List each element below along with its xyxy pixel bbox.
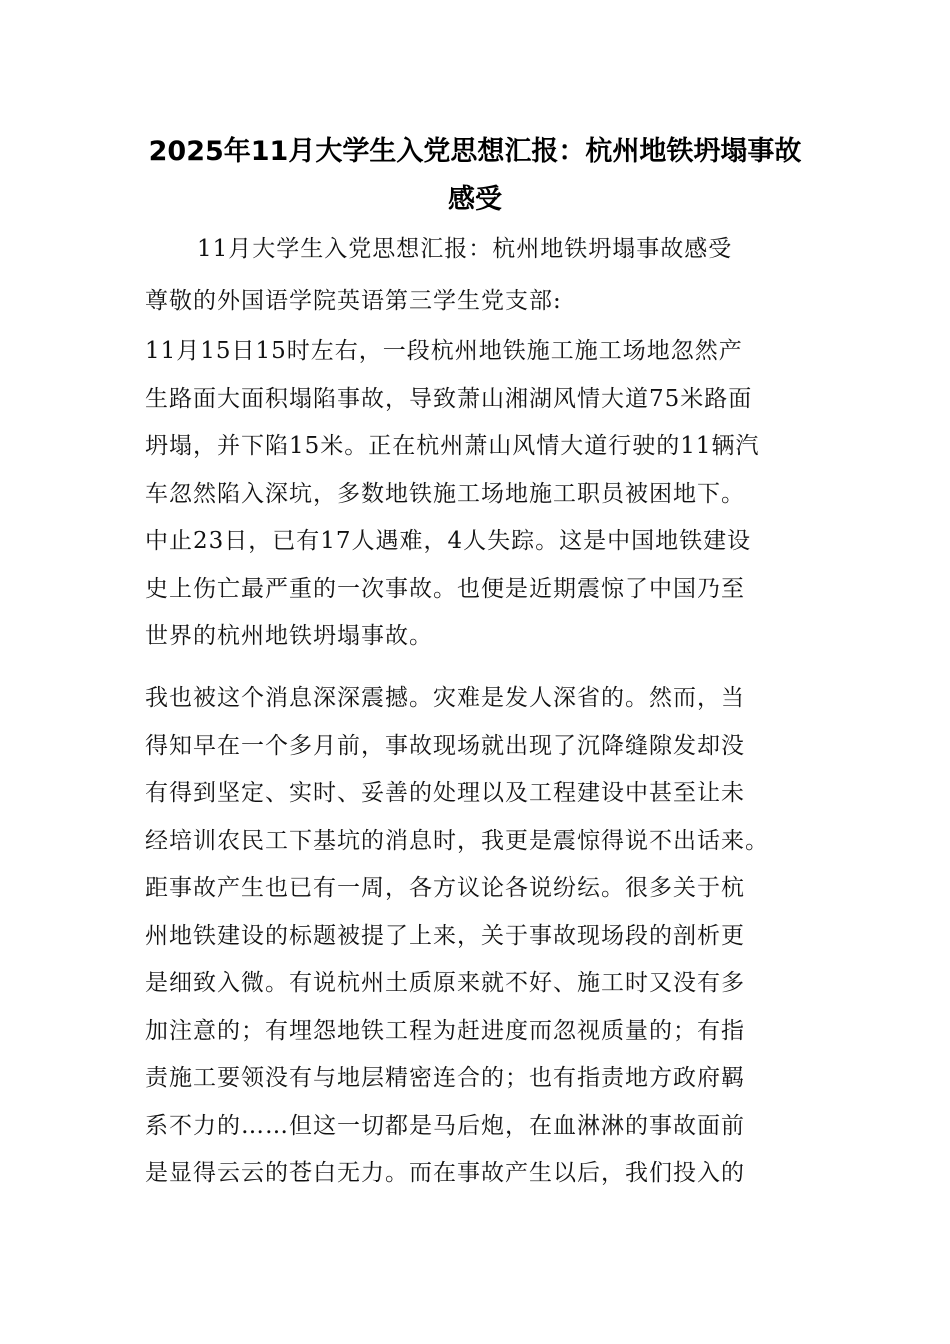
paragraph-line: 车忽然陷入深坑，多数地铁施工场地施工职员被困地下。 <box>145 480 745 507</box>
paragraph-line: 州地铁建设的标题被提了上来，关于事故现场段的剖析更 <box>145 922 745 949</box>
paragraph-line: 距事故产生也已有一周，各方议论各说纷纭。很多关于杭 <box>145 875 745 901</box>
paragraph-line: 11月15日15时左右，一段杭州地铁施工施工场地忽然产 <box>145 338 743 364</box>
paragraph-line: 坍塌，并下陷15米。正在杭州萧山风情大道行驶的11辆汽 <box>145 433 760 459</box>
paragraph-line: 中止23日，已有17人遇难，4人失踪。这是中国地铁建设 <box>145 528 752 554</box>
paragraph-line: 是细致入微。有说杭州土质原来就不好、施工时又没有多 <box>145 970 745 996</box>
document-title: 2025年11月大学生入党思想汇报：杭州地铁坍塌事故感受 <box>148 136 802 215</box>
paragraph <box>145 328 805 661</box>
paragraph-line: 世界的杭州地铁坍塌事故。 <box>145 623 433 649</box>
paragraph-line: 史上伤亡最严重的一次事故。也便是近期震惊了中国乃至 <box>145 575 745 602</box>
paragraph-line: 得知早在一个多月前，事故现场就出现了沉降缝隙发却没 <box>145 732 745 759</box>
salutation: 尊敬的外国语学院英语第三学生党支部: <box>145 288 562 314</box>
paragraph <box>145 675 805 1198</box>
paragraph-line: 生路面大面积塌陷事故，导致萧山湘湖风情大道75米路面 <box>145 385 753 412</box>
paragraph-line: 有得到坚定、实时、妥善的处理以及工程建设中甚至让未 <box>145 780 745 806</box>
paragraph-line: 系不力的……但这一切都是马后炮，在血淋淋的事故面前 <box>145 1112 745 1139</box>
paragraph-line: 我也被这个消息深深震撼。灾难是发人深省的。然而，当 <box>145 685 745 711</box>
document-subtitle: 11月大学生入党思想汇报：杭州地铁坍塌事故感受 <box>197 236 733 262</box>
paragraph-line: 加注意的；有埋怨地铁工程为赶进度而忽视质量的；有指 <box>145 1017 745 1044</box>
paragraph-line: 是显得云云的苍白无力。而在事故产生以后，我们投入的 <box>145 1160 745 1186</box>
paragraph-line: 经培训农民工下基坑的消息时，我更是震惊得说不出话来。 <box>145 827 769 854</box>
paragraph-line: 责施工要领没有与地层精密连合的；也有指责地方政府羁 <box>145 1065 745 1091</box>
